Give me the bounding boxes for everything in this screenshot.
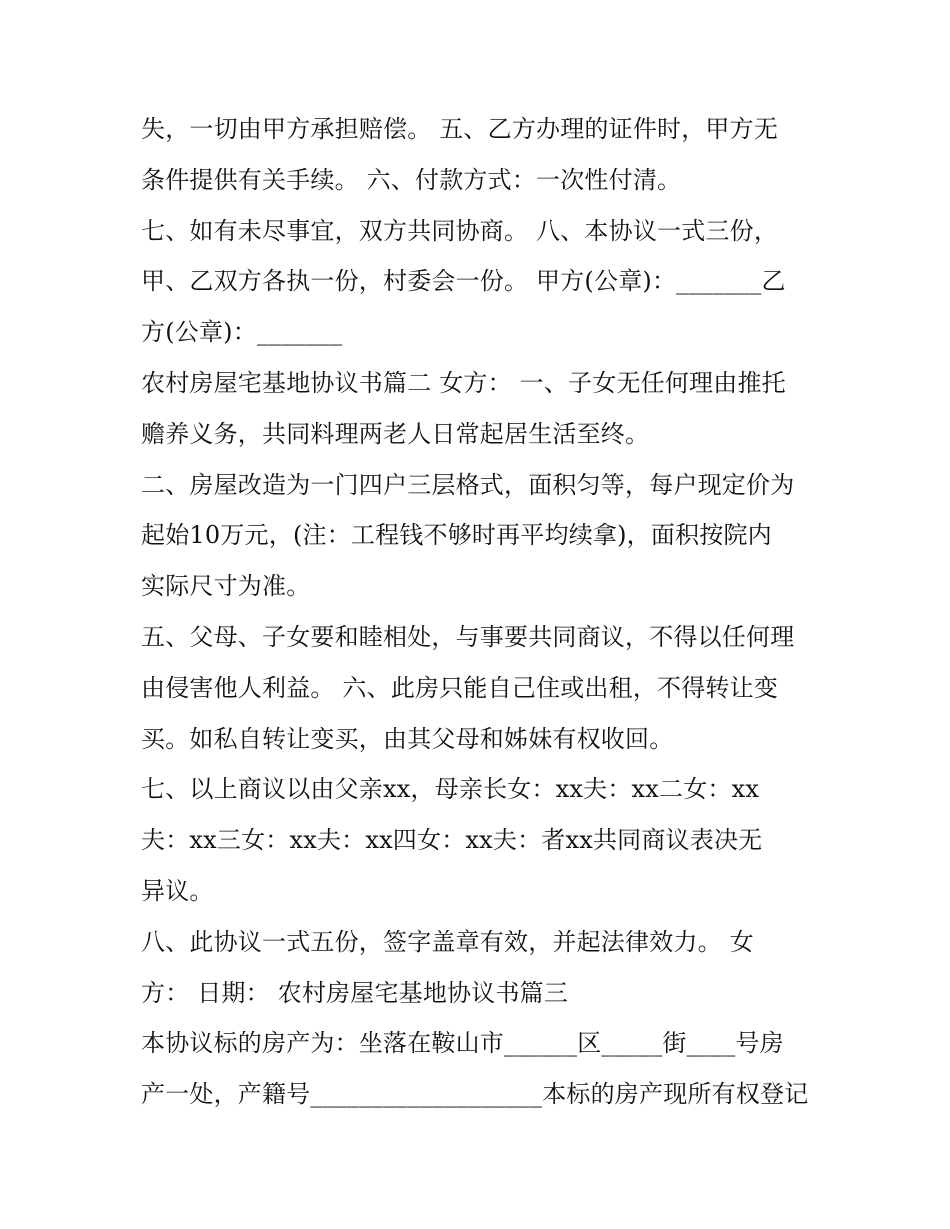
text-line: 二、房屋改造为一门四户三层格式，面积匀等，每户现定价为 [141, 470, 795, 499]
text-line: 甲、乙双方各执一份，村委会一份。 甲方(公章)：_______乙 [141, 267, 786, 296]
text-line: 条件提供有关手续。 六、付款方式：一次性付清。 [141, 165, 682, 194]
text-line: 方(公章)：_______ [141, 318, 343, 347]
text-line: 本协议标的房产为：坐落在鞍山市______区_____街____号房 [141, 1029, 784, 1058]
text-line: 由侵害他人利益。 六、此房只能自己住或出租，不得转让变 [141, 673, 779, 702]
text-line: 产一处，产籍号___________________本标的房产现所有权登记 [141, 1080, 809, 1109]
text-line: 赡养义务，共同料理两老人日常起居生活至终。 [141, 419, 650, 448]
text-line: 买。如私自转让变买，由其父母和姊妹有权收回。 [141, 724, 674, 753]
document-body [141, 104, 821, 1120]
text-line: 夫：xx三女：xx夫：xx四女：xx夫：者xx共同商议表决无 [141, 826, 763, 855]
text-line: 五、父母、子女要和睦相处，与事要共同商议，不得以任何理 [141, 622, 795, 651]
text-line: 七、如有未尽事宜，双方共同协商。 八、本协议一式三份， [141, 216, 779, 245]
text-line: 方： 日期： 农村房屋宅基地协议书篇三 [141, 978, 569, 1007]
text-line: 起始10万元，(注：工程钱不够时再平均续拿)，面积按院内 [141, 521, 772, 550]
text-line: 七、以上商议以由父亲xx，母亲长女：xx夫：xx二女：xx [141, 775, 760, 804]
text-line: 实际尺寸为准。 [141, 572, 311, 601]
text-line: 八、此协议一式五份，签字盖章有效，并起法律效力。 女 [141, 927, 754, 956]
text-line: 失，一切由甲方承担赔偿。 五、乙方办理的证件时，甲方无 [141, 115, 779, 143]
text-line: 农村房屋宅基地协议书篇二 女方： 一、子女无任何理由推托 [141, 368, 786, 397]
text-line: 异议。 [141, 876, 214, 905]
